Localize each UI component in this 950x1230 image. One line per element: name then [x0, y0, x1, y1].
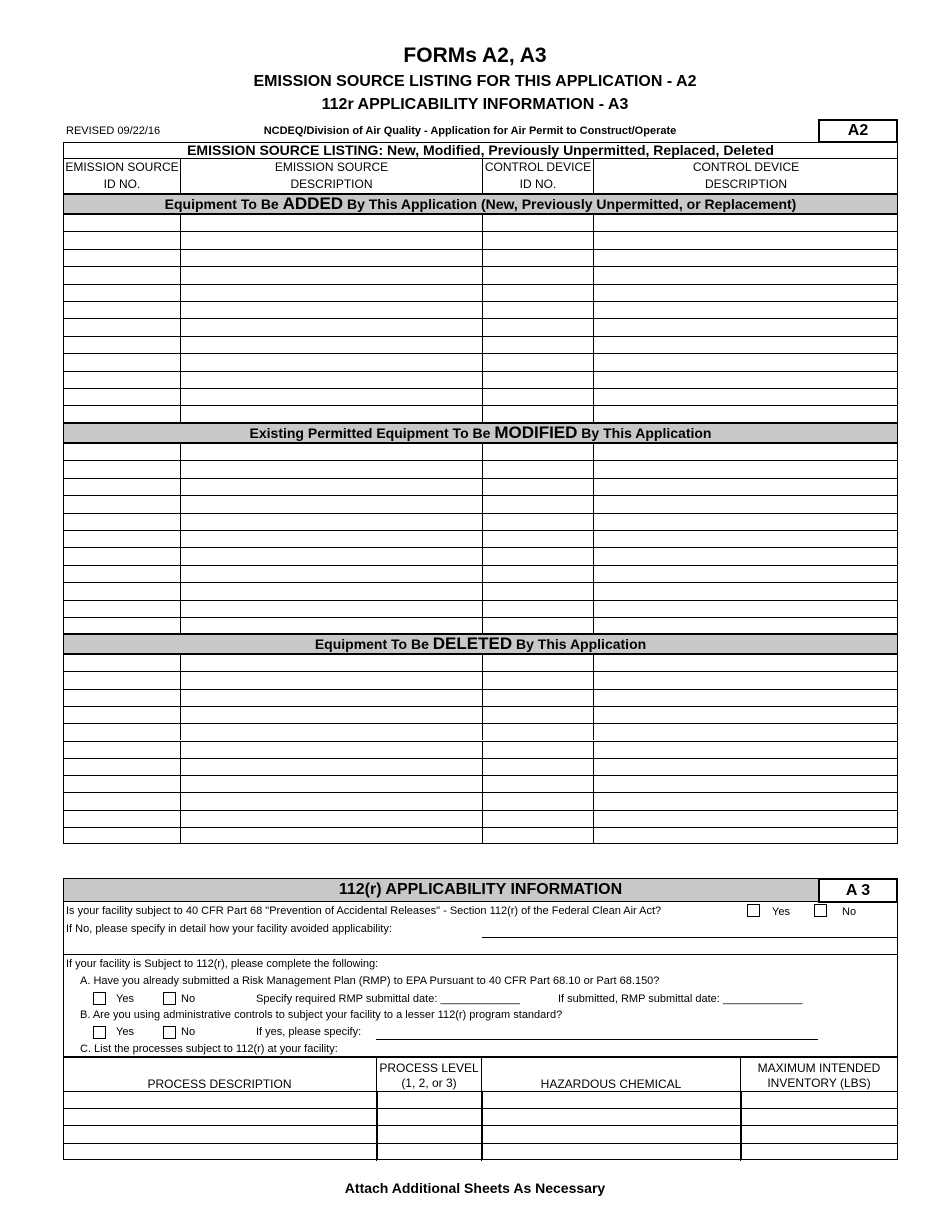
- entry-cell[interactable]: [593, 793, 897, 809]
- entry-cell[interactable]: [180, 267, 482, 283]
- entry-cell[interactable]: [482, 742, 593, 758]
- entry-cell[interactable]: [741, 1144, 897, 1160]
- table-row: [64, 741, 897, 758]
- entry-cell[interactable]: [593, 250, 897, 266]
- entry-cell[interactable]: [180, 514, 482, 530]
- q-c-processes: C. List the processes subject to 112(r) at your facility:: [80, 1043, 338, 1055]
- entry-cell[interactable]: [593, 759, 897, 775]
- section-text: Equipment To Be: [314, 636, 433, 652]
- col-header-line: DESCRIPTION: [290, 177, 373, 191]
- table-row: [64, 1143, 897, 1160]
- entry-cell[interactable]: [377, 1092, 482, 1108]
- entry-cell[interactable]: [482, 1109, 741, 1125]
- entry-cell[interactable]: [482, 655, 593, 671]
- entry-cell[interactable]: [482, 406, 593, 422]
- revised-date: REVISED 09/22/16: [66, 125, 161, 137]
- entry-cell[interactable]: [64, 759, 180, 775]
- entry-cell[interactable]: [180, 479, 482, 495]
- entry-cell[interactable]: [377, 1109, 482, 1125]
- table-row: [64, 460, 897, 477]
- entry-cell[interactable]: [482, 707, 593, 723]
- entry-cell[interactable]: [593, 302, 897, 318]
- table-row: [64, 405, 897, 422]
- entry-cell[interactable]: [593, 531, 897, 547]
- entry-cell[interactable]: [593, 811, 897, 827]
- entry-cell[interactable]: [482, 548, 593, 564]
- entry-cell[interactable]: [593, 776, 897, 792]
- col-control-device-id: [483, 159, 593, 193]
- admin-yes-checkbox[interactable]: [93, 1026, 106, 1039]
- entry-cell[interactable]: [64, 828, 180, 844]
- col-header-line: EMISSION SOURCE: [274, 160, 389, 174]
- section-text: Existing Permitted Equipment To Be: [249, 425, 495, 441]
- entry-cell[interactable]: [482, 672, 593, 688]
- table-row: [64, 810, 897, 827]
- admin-specify-label: If yes, please specify:: [256, 1026, 362, 1038]
- entry-cell[interactable]: [64, 655, 180, 671]
- table-row: [64, 582, 897, 599]
- entry-cell[interactable]: [593, 690, 897, 706]
- entry-cell[interactable]: [180, 389, 482, 405]
- table-row: [64, 1091, 897, 1108]
- table-row: [64, 318, 897, 335]
- entry-cell[interactable]: [482, 267, 593, 283]
- entry-cell[interactable]: [741, 1109, 897, 1125]
- entry-cell[interactable]: [64, 479, 180, 495]
- q-b-admin-controls: B. Are you using administrative controls to subject your facility to a lesser 112(r) program standard?: [80, 1009, 563, 1021]
- entry-cell[interactable]: [593, 354, 897, 370]
- entry-cell[interactable]: [482, 759, 593, 775]
- entry-cell[interactable]: [64, 250, 180, 266]
- entry-cell[interactable]: [593, 496, 897, 512]
- entry-cell[interactable]: [482, 444, 593, 460]
- entry-cell[interactable]: [482, 479, 593, 495]
- entry-cell[interactable]: [482, 724, 593, 740]
- table-row: [64, 723, 897, 740]
- entry-cell[interactable]: [64, 618, 180, 634]
- entry-cell[interactable]: [180, 302, 482, 318]
- hdr-process-description: PROCESS DESCRIPTION: [147, 1077, 292, 1091]
- entry-cell[interactable]: [482, 302, 593, 318]
- entry-cell[interactable]: [593, 514, 897, 530]
- entry-cell[interactable]: [593, 724, 897, 740]
- entry-cell[interactable]: [64, 776, 180, 792]
- entry-cell[interactable]: [64, 514, 180, 530]
- table-row: [64, 443, 897, 460]
- modified-equipment-table: [63, 443, 898, 634]
- entry-cell[interactable]: [180, 548, 482, 564]
- entry-cell[interactable]: [64, 389, 180, 405]
- entry-cell[interactable]: [482, 514, 593, 530]
- agency-line: NCDEQ/Division of Air Quality - Application for Air Permit to Construct/Operate: [263, 125, 677, 137]
- table-row: [64, 565, 897, 582]
- a3-title: 112(r) APPLICABILITY INFORMATION: [63, 878, 898, 902]
- entry-cell[interactable]: [64, 601, 180, 617]
- entry-cell[interactable]: [482, 354, 593, 370]
- entry-cell[interactable]: [180, 759, 482, 775]
- section-modified: [63, 423, 898, 443]
- entry-cell[interactable]: [482, 372, 593, 388]
- col-header-line: DESCRIPTION: [704, 177, 787, 191]
- table-row: [64, 336, 897, 353]
- entry-cell[interactable]: [482, 461, 593, 477]
- section-text: By This Application: [512, 636, 647, 652]
- table-row: [64, 249, 897, 266]
- entry-cell[interactable]: [180, 690, 482, 706]
- table-row: [64, 689, 897, 706]
- footer-note: Attach Additional Sheets As Necessary: [344, 1180, 606, 1196]
- table-row: [64, 600, 897, 617]
- col-header-line: MAXIMUM INTENDED: [757, 1061, 881, 1075]
- entry-cell[interactable]: [64, 690, 180, 706]
- entry-cell[interactable]: [482, 601, 593, 617]
- table-row: [64, 671, 897, 688]
- entry-cell[interactable]: [593, 406, 897, 422]
- entry-cell[interactable]: [64, 461, 180, 477]
- entry-cell[interactable]: [482, 793, 593, 809]
- col-header-line: PROCESS LEVEL: [379, 1061, 479, 1075]
- entry-cell[interactable]: [593, 285, 897, 301]
- entry-cell[interactable]: [64, 811, 180, 827]
- entry-cell[interactable]: [64, 1092, 377, 1108]
- entry-cell[interactable]: [593, 215, 897, 231]
- rmp-no-label: No: [181, 993, 196, 1005]
- entry-cell[interactable]: [180, 496, 482, 512]
- process-table-rows: [63, 1091, 898, 1160]
- section-keyword: ADDED: [282, 194, 344, 213]
- entry-cell[interactable]: [180, 285, 482, 301]
- table-row: [64, 388, 897, 405]
- entry-cell[interactable]: [593, 444, 897, 460]
- entry-cell[interactable]: [593, 742, 897, 758]
- entry-cell[interactable]: [741, 1126, 897, 1142]
- form-subtitle-a3: 112r APPLICABILITY INFORMATION - A3: [321, 96, 629, 113]
- q-subject-112r: Is your facility subject to 40 CFR Part 68 "Prevention of Accidental Releases" - Section 112(r) of the Federal Clean Air Act?: [66, 905, 662, 917]
- table-row: [64, 513, 897, 530]
- table-row: [64, 530, 897, 547]
- entry-cell[interactable]: [180, 776, 482, 792]
- entry-cell[interactable]: [64, 372, 180, 388]
- entry-cell[interactable]: [64, 742, 180, 758]
- subject-no-checkbox[interactable]: [814, 904, 827, 917]
- col-emission-source-desc: [181, 159, 482, 193]
- q-if-no: If No, please specify in detail how your facility avoided applicability:: [66, 923, 392, 935]
- entry-cell[interactable]: [482, 1092, 741, 1108]
- entry-cell[interactable]: [64, 232, 180, 248]
- entry-cell[interactable]: [180, 601, 482, 617]
- form-title: FORMs A2, A3: [403, 44, 547, 67]
- table-row: [64, 827, 897, 844]
- entry-cell[interactable]: [593, 319, 897, 335]
- entry-cell[interactable]: [64, 267, 180, 283]
- col-header-line: ID NO.: [519, 177, 557, 191]
- entry-cell[interactable]: [64, 1126, 377, 1142]
- entry-cell[interactable]: [180, 372, 482, 388]
- col-control-device-desc: [594, 159, 898, 193]
- entry-cell[interactable]: [593, 655, 897, 671]
- entry-cell[interactable]: [482, 285, 593, 301]
- subject-yes-checkbox[interactable]: [747, 904, 760, 917]
- admin-yes-label: Yes: [116, 1026, 134, 1038]
- section-text: By This Application: [577, 425, 712, 441]
- entry-cell[interactable]: [64, 302, 180, 318]
- table-row: [64, 284, 897, 301]
- entry-cell[interactable]: [593, 828, 897, 844]
- entry-cell[interactable]: [180, 337, 482, 353]
- hdr-process-level: [377, 1061, 481, 1091]
- entry-cell[interactable]: [180, 672, 482, 688]
- entry-cell[interactable]: [593, 707, 897, 723]
- rmp-yes-checkbox[interactable]: [93, 992, 106, 1005]
- entry-cell[interactable]: [180, 354, 482, 370]
- table-row: [64, 231, 897, 248]
- col-header-line: (1, 2, or 3): [401, 1076, 457, 1090]
- entry-cell[interactable]: [593, 372, 897, 388]
- table-row: [64, 775, 897, 792]
- hdr-max-inventory: [741, 1061, 897, 1091]
- if-no-answer-line[interactable]: [482, 937, 897, 938]
- table-row: [64, 758, 897, 775]
- entry-cell[interactable]: [482, 690, 593, 706]
- entry-cell[interactable]: [64, 531, 180, 547]
- table-row: [64, 1108, 897, 1125]
- entry-cell[interactable]: [180, 724, 482, 740]
- entry-cell[interactable]: [593, 461, 897, 477]
- table-row: [64, 371, 897, 388]
- q-if-subject: If your facility is Subject to 112(r), please complete the following:: [66, 958, 379, 970]
- entry-cell[interactable]: [482, 531, 593, 547]
- entry-cell[interactable]: [64, 444, 180, 460]
- section-text: Equipment To Be: [164, 196, 283, 212]
- table-row: [64, 214, 897, 231]
- entry-cell[interactable]: [180, 707, 482, 723]
- deleted-equipment-table: [63, 654, 898, 844]
- entry-cell[interactable]: [64, 406, 180, 422]
- entry-cell[interactable]: [482, 337, 593, 353]
- section-deleted: [63, 634, 898, 654]
- entry-cell[interactable]: [180, 618, 482, 634]
- entry-cell[interactable]: [593, 267, 897, 283]
- process-table-header: [63, 1057, 898, 1091]
- entry-cell[interactable]: [482, 250, 593, 266]
- table-row: [64, 353, 897, 370]
- q-a-rmp: A. Have you already submitted a Risk Management Plan (RMP) to EPA Pursuant to 40 CFR Part 68.10 or Part 68.150?: [80, 975, 660, 987]
- entry-cell[interactable]: [180, 215, 482, 231]
- entry-cell[interactable]: [64, 319, 180, 335]
- entry-cell[interactable]: [482, 811, 593, 827]
- entry-cell[interactable]: [482, 1144, 741, 1160]
- section-text: By This Application (New, Previously Unpermitted, or Replacement): [343, 196, 797, 212]
- entry-cell[interactable]: [64, 337, 180, 353]
- entry-cell[interactable]: [180, 566, 482, 582]
- rmp-required-date: Specify required RMP submittal date: _____________: [256, 993, 520, 1005]
- entry-cell[interactable]: [180, 461, 482, 477]
- entry-cell[interactable]: [593, 337, 897, 353]
- entry-cell[interactable]: [64, 793, 180, 809]
- col-emission-source-id: [64, 159, 180, 193]
- entry-cell[interactable]: [180, 444, 482, 460]
- table-row: [64, 301, 897, 318]
- rmp-submitted-date: If submitted, RMP submittal date: _____________: [558, 993, 803, 1005]
- entry-cell[interactable]: [180, 793, 482, 809]
- entry-cell[interactable]: [593, 618, 897, 634]
- col-header-line: ID NO.: [103, 177, 141, 191]
- entry-cell[interactable]: [482, 618, 593, 634]
- table-row: [64, 654, 897, 671]
- admin-no-label: No: [181, 1026, 196, 1038]
- entry-cell[interactable]: [64, 354, 180, 370]
- rmp-no-checkbox[interactable]: [163, 992, 176, 1005]
- entry-cell[interactable]: [593, 601, 897, 617]
- entry-cell[interactable]: [482, 1126, 741, 1142]
- entry-cell[interactable]: [64, 548, 180, 564]
- entry-cell[interactable]: [482, 566, 593, 582]
- rmp-yes-label: Yes: [116, 993, 134, 1005]
- listing-title: EMISSION SOURCE LISTING: New, Modified, Previously Unpermitted, Replaced, Deleted: [63, 142, 898, 159]
- a2-column-headers: [63, 158, 898, 194]
- entry-cell[interactable]: [593, 479, 897, 495]
- entry-cell[interactable]: [482, 215, 593, 231]
- entry-cell[interactable]: [482, 776, 593, 792]
- entry-cell[interactable]: [180, 583, 482, 599]
- entry-cell[interactable]: [64, 724, 180, 740]
- entry-cell[interactable]: [482, 828, 593, 844]
- entry-cell[interactable]: [377, 1126, 482, 1142]
- col-header-line: INVENTORY (LBS): [767, 1076, 871, 1090]
- table-row: [64, 706, 897, 723]
- entry-cell[interactable]: [180, 319, 482, 335]
- entry-cell[interactable]: [180, 531, 482, 547]
- entry-cell[interactable]: [482, 389, 593, 405]
- table-row: [64, 617, 897, 634]
- entry-cell[interactable]: [482, 232, 593, 248]
- entry-cell[interactable]: [64, 1144, 377, 1160]
- entry-cell[interactable]: [64, 215, 180, 231]
- entry-cell[interactable]: [482, 319, 593, 335]
- table-row: [64, 495, 897, 512]
- hdr-hazardous-chemical: HAZARDOUS CHEMICAL: [540, 1077, 682, 1091]
- table-row: [64, 792, 897, 809]
- entry-cell[interactable]: [180, 742, 482, 758]
- entry-cell[interactable]: [64, 583, 180, 599]
- entry-cell[interactable]: [593, 389, 897, 405]
- entry-cell[interactable]: [593, 566, 897, 582]
- col-header-line: EMISSION SOURCE: [65, 160, 179, 174]
- form-code-a2: A2: [818, 119, 898, 143]
- entry-cell[interactable]: [64, 1109, 377, 1125]
- entry-cell[interactable]: [482, 496, 593, 512]
- entry-cell[interactable]: [180, 232, 482, 248]
- section-keyword: DELETED: [432, 634, 513, 653]
- entry-cell[interactable]: [64, 707, 180, 723]
- subject-yes-label: Yes: [772, 906, 790, 918]
- entry-cell[interactable]: [64, 566, 180, 582]
- entry-cell[interactable]: [593, 672, 897, 688]
- admin-no-checkbox[interactable]: [163, 1026, 176, 1039]
- table-row: [64, 478, 897, 495]
- subject-no-label: No: [842, 906, 857, 918]
- table-row: [64, 266, 897, 283]
- entry-cell[interactable]: [180, 811, 482, 827]
- entry-cell[interactable]: [180, 828, 482, 844]
- form-code-a3: A 3: [818, 878, 898, 903]
- col-header-line: CONTROL DEVICE: [692, 160, 800, 174]
- added-equipment-table: [63, 214, 898, 423]
- entry-cell[interactable]: [64, 285, 180, 301]
- section-keyword: MODIFIED: [494, 423, 578, 442]
- entry-cell[interactable]: [64, 496, 180, 512]
- admin-specify-line[interactable]: [376, 1039, 818, 1040]
- entry-cell[interactable]: [593, 548, 897, 564]
- entry-cell[interactable]: [741, 1092, 897, 1108]
- entry-cell[interactable]: [64, 672, 180, 688]
- entry-cell[interactable]: [180, 655, 482, 671]
- col-header-line: CONTROL DEVICE: [484, 160, 592, 174]
- entry-cell[interactable]: [482, 583, 593, 599]
- table-row: [64, 547, 897, 564]
- entry-cell[interactable]: [377, 1144, 482, 1160]
- entry-cell[interactable]: [593, 583, 897, 599]
- entry-cell[interactable]: [180, 406, 482, 422]
- table-row: [64, 1125, 897, 1142]
- entry-cell[interactable]: [180, 250, 482, 266]
- section-added: [63, 194, 898, 214]
- entry-cell[interactable]: [593, 232, 897, 248]
- form-subtitle-a2: EMISSION SOURCE LISTING FOR THIS APPLICATION - A2: [253, 73, 697, 90]
